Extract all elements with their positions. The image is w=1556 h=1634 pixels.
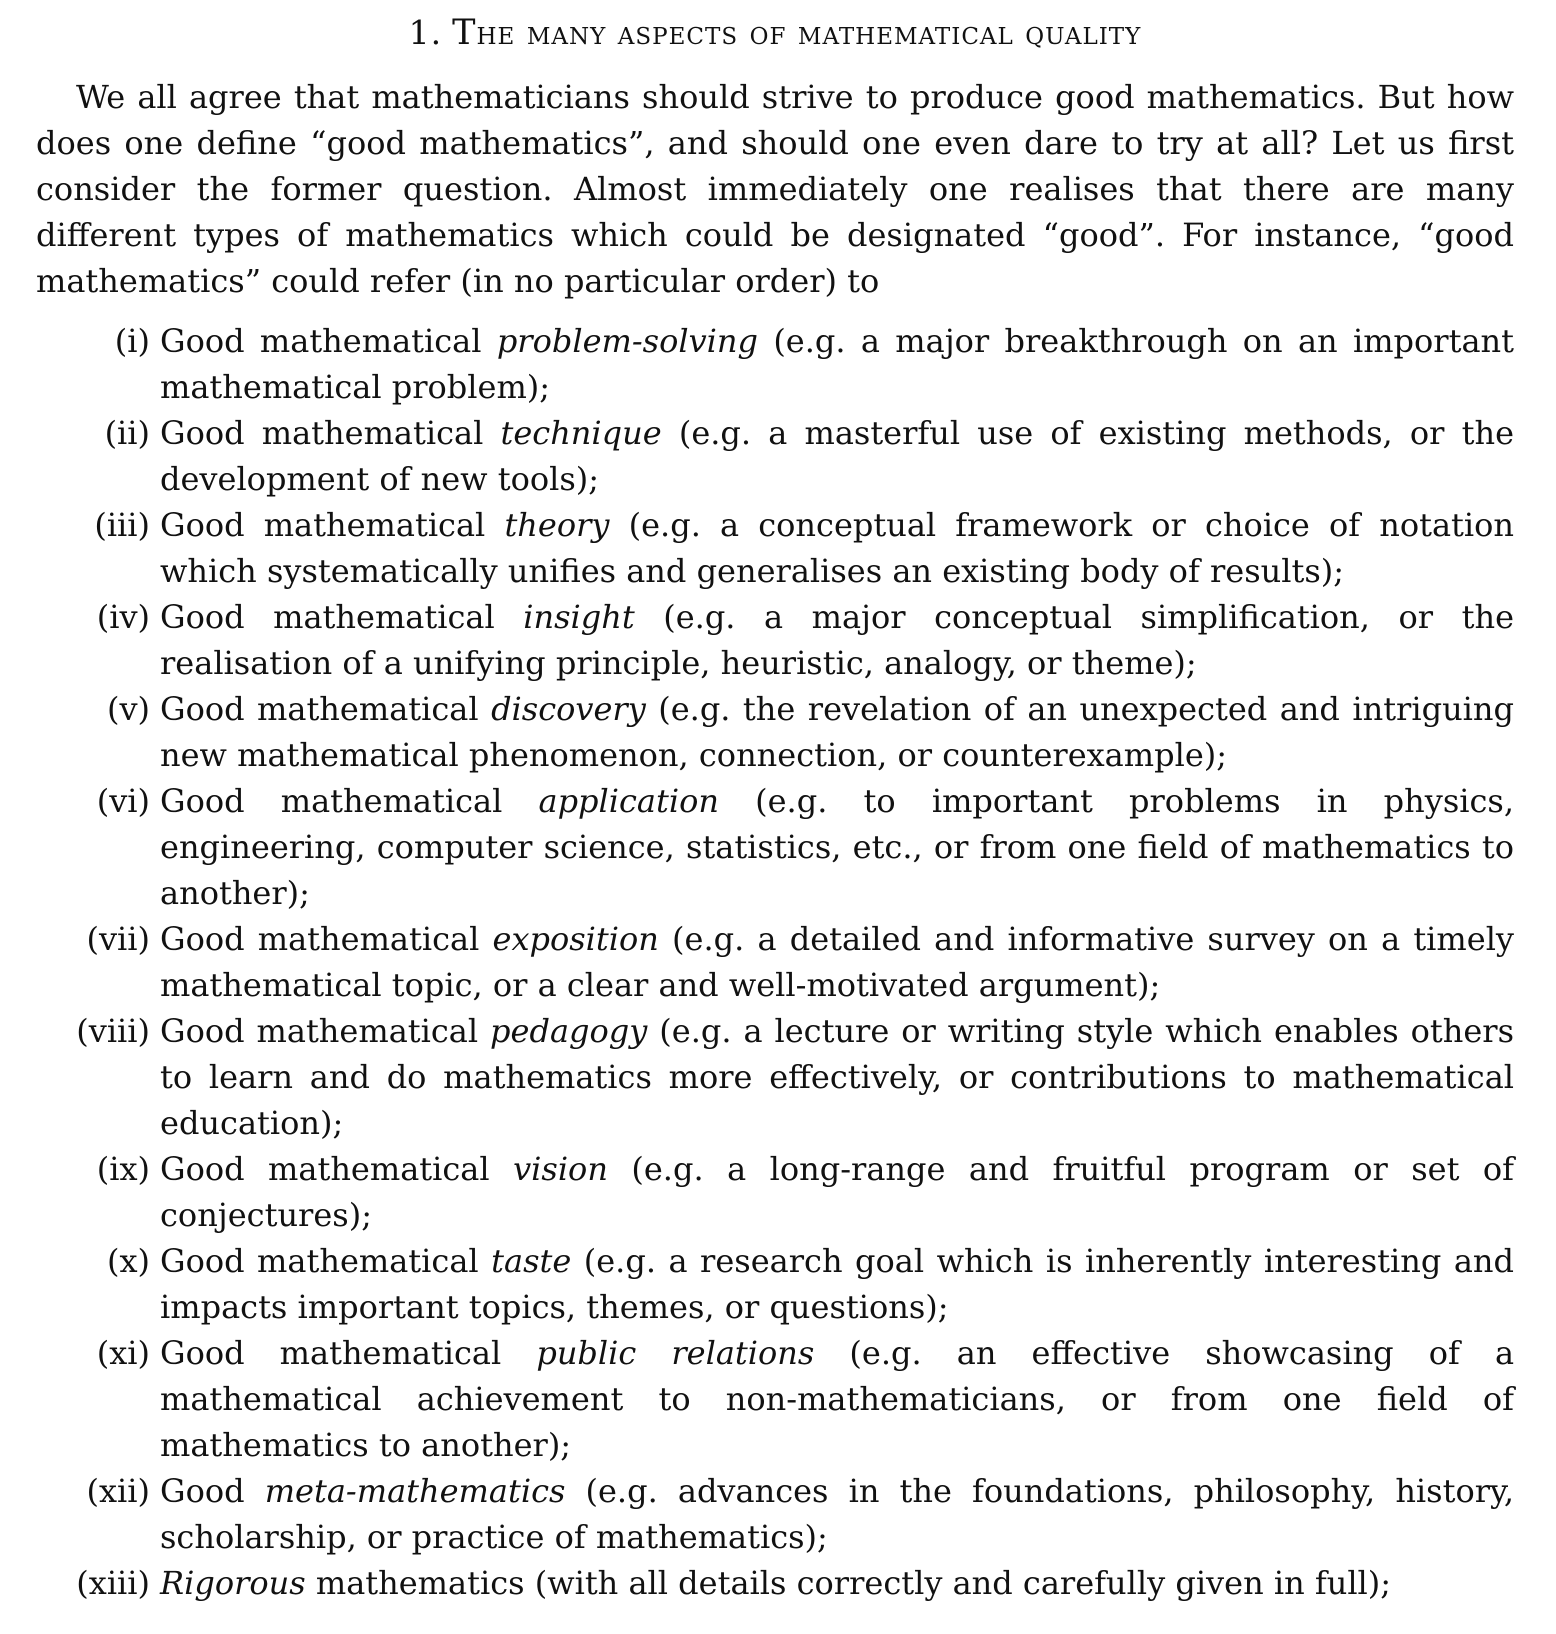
item-rest: (e.g. a detailed and informative survey on a timely mathematical topic, or a clear and well-motivated argument); bbox=[160, 920, 1514, 1004]
item-label: (ii) bbox=[104, 414, 150, 452]
item-rest: (e.g. the revelation of an unexpected and intriguing new mathematical phenomenon, connection, or counterexample); bbox=[160, 690, 1515, 774]
item-prefix: Good mathematical bbox=[160, 322, 497, 360]
item-label: (vi) bbox=[96, 782, 150, 820]
item-body bbox=[160, 1238, 1514, 1330]
list-item bbox=[36, 1468, 1514, 1560]
item-body bbox=[160, 410, 1514, 502]
list-item bbox=[36, 686, 1514, 778]
item-prefix: Good mathematical bbox=[160, 920, 493, 958]
item-prefix: Good mathematical bbox=[160, 1334, 537, 1372]
section-title-initial: T bbox=[452, 13, 477, 53]
item-label: (v) bbox=[106, 690, 150, 728]
intro-paragraph: We all agree that mathematicians should strive to produce good mathematics. But how does one define “good mathematics”, and should one even dare to try at all? Let us first consider the former question. Almost immediately one realises that there are many different types of mathematics which could be designated “good”. For instance, “good mathematics” could refer (in no particular order) to bbox=[36, 78, 1514, 300]
item-prefix: Good mathematical bbox=[160, 1150, 514, 1188]
item-label: (xii) bbox=[86, 1472, 150, 1510]
item-body bbox=[160, 594, 1514, 686]
list-item bbox=[36, 1238, 1514, 1330]
item-body bbox=[160, 1008, 1514, 1146]
section-number: 1. bbox=[408, 13, 443, 52]
item-body bbox=[160, 778, 1514, 916]
item-rest: (e.g. a lecture or writing style which enables others to learn and do mathematics more effectively, or contributions to mathematical education); bbox=[160, 1012, 1515, 1142]
item-rest: (e.g. to important problems in physics, engineering, computer science, statistics, etc., or from one field of mathematics to another); bbox=[160, 782, 1515, 912]
item-body bbox=[160, 1560, 1514, 1606]
item-term: technique bbox=[500, 414, 662, 452]
item-rest: (e.g. a long-range and fruitful program or set of conjectures); bbox=[160, 1150, 1515, 1234]
list-item bbox=[36, 1560, 1514, 1606]
page bbox=[36, 10, 1514, 1606]
item-term: exposition bbox=[492, 920, 659, 958]
item-body bbox=[160, 1146, 1514, 1238]
item-prefix: Good mathematical bbox=[160, 414, 501, 452]
item-label: (iv) bbox=[96, 598, 150, 636]
item-body bbox=[160, 1330, 1514, 1468]
list-item bbox=[36, 1330, 1514, 1468]
item-label: (x) bbox=[106, 1242, 150, 1280]
list-item bbox=[36, 778, 1514, 916]
item-prefix: Good mathematical bbox=[160, 1012, 491, 1050]
list-item bbox=[36, 1146, 1514, 1238]
list-item bbox=[36, 318, 1514, 410]
item-rest: (e.g. a major conceptual simplification, or the realisation of a unifying principle, heuristic, analogy, or theme); bbox=[160, 598, 1515, 682]
list-item bbox=[36, 1008, 1514, 1146]
list-item bbox=[36, 410, 1514, 502]
list-item bbox=[36, 916, 1514, 1008]
item-prefix: Good mathematical bbox=[160, 598, 524, 636]
item-label: (ix) bbox=[96, 1150, 150, 1188]
item-term: application bbox=[538, 782, 719, 820]
list-item bbox=[36, 594, 1514, 686]
item-term: vision bbox=[513, 1150, 608, 1188]
item-term: pedagogy bbox=[490, 1012, 648, 1050]
item-label: (i) bbox=[114, 322, 150, 360]
item-rest: mathematics (with all details correctly and carefully given in full); bbox=[305, 1564, 1392, 1602]
item-term: discovery bbox=[491, 690, 646, 728]
item-rest: (e.g. a research goal which is inherently interesting and impacts important topics, themes, or questions); bbox=[160, 1242, 1515, 1326]
item-rest: (e.g. a conceptual framework or choice of notation which systematically unifies and generalises an existing body of results); bbox=[160, 506, 1515, 590]
item-label: (xiii) bbox=[76, 1564, 150, 1602]
item-body bbox=[160, 916, 1514, 1008]
section-title-rest: he many aspects of mathematical quality bbox=[476, 13, 1142, 52]
item-term: taste bbox=[491, 1242, 572, 1280]
quality-list bbox=[36, 318, 1514, 1606]
item-term: theory bbox=[504, 506, 610, 544]
item-body bbox=[160, 1468, 1514, 1560]
item-body bbox=[160, 686, 1514, 778]
item-term: insight bbox=[523, 598, 635, 636]
item-rest: (e.g. a masterful use of existing methods, or the development of new tools); bbox=[160, 414, 1514, 498]
item-body bbox=[160, 502, 1514, 594]
item-label: (vii) bbox=[86, 920, 150, 958]
item-term: meta-mathematics bbox=[264, 1472, 566, 1510]
item-prefix: Good bbox=[160, 1472, 265, 1510]
item-prefix: Good mathematical bbox=[160, 690, 492, 728]
item-body bbox=[160, 318, 1514, 410]
section-heading bbox=[36, 10, 1514, 56]
item-label: (viii) bbox=[76, 1012, 150, 1050]
list-item bbox=[36, 502, 1514, 594]
item-prefix: Good mathematical bbox=[160, 506, 505, 544]
item-prefix: Good mathematical bbox=[160, 1242, 492, 1280]
item-rest: (e.g. advances in the foundations, philosophy, history, scholarship, or practice of mathematics); bbox=[160, 1472, 1515, 1556]
item-rest: (e.g. a major breakthrough on an important mathematical problem); bbox=[160, 322, 1515, 406]
item-term: Rigorous bbox=[160, 1564, 306, 1602]
item-label: (iii) bbox=[94, 506, 150, 544]
item-prefix: Good mathematical bbox=[160, 782, 539, 820]
item-rest: (e.g. an effective showcasing of a mathematical achievement to non-mathematicians, or from one field of mathematics to another); bbox=[160, 1334, 1515, 1464]
item-term: public relations bbox=[536, 1334, 815, 1372]
item-term: problem-solving bbox=[496, 322, 758, 360]
item-label: (xi) bbox=[96, 1334, 150, 1372]
